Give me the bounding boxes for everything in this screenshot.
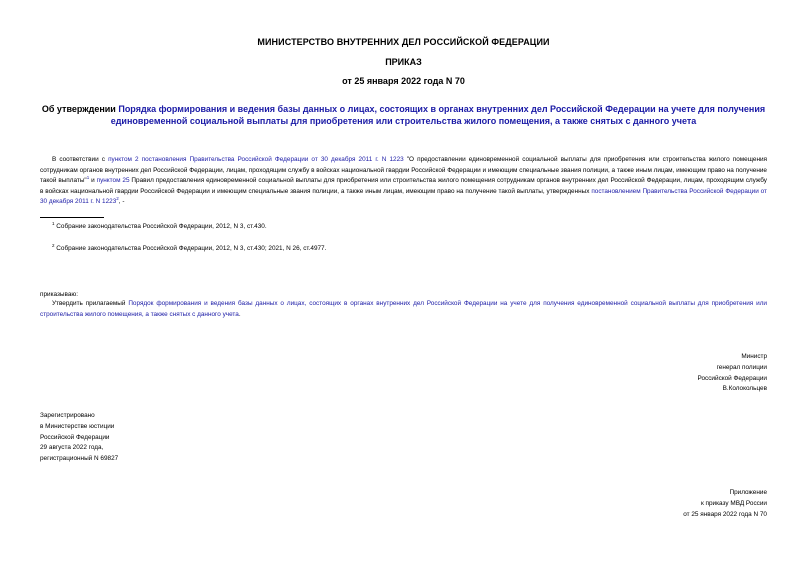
footnote-2 <box>52 242 327 252</box>
preamble-text-1: В соответствии с <box>52 156 109 163</box>
footnote-2-number: 2 <box>52 242 55 248</box>
footnote-divider <box>40 217 104 218</box>
order-paragraph <box>40 299 767 320</box>
appendix-block <box>683 488 767 520</box>
signature-block <box>698 352 768 395</box>
registration-date: 29 августа 2022 года, <box>40 444 104 452</box>
registration-line-3: Российской Федерации <box>40 433 110 441</box>
registration-line-1: Зарегистрировано <box>40 412 95 419</box>
signature-rank: генерал полиции <box>716 363 767 371</box>
preamble-text-5: , - <box>118 198 125 205</box>
preamble-paragraph <box>40 155 767 208</box>
preamble-link-resolution[interactable]: постановлением Правительства Российской Федерации от 30 декабря 2011 г. N 1223 <box>40 187 767 205</box>
footnote-2-text: Собрание законодательства Российской Федерации, 2012, N 3, ст.430; 2021, N 26, ст.4977. <box>56 245 327 252</box>
document-type-heading: ПРИКАЗ <box>385 57 422 67</box>
footnote-ref-1[interactable]: 1 <box>86 174 90 180</box>
footnote-ref-2[interactable]: 2 <box>116 195 119 201</box>
appendix-order-ref: к приказу МВД России <box>700 499 767 507</box>
title-link[interactable]: Порядка формирования и ведения базы данных о лицах, состоящих в органах внутренних дел Российской Федерации на учете для получения единовременной социальной выплаты для приобретения или строительства жилого помещения, а также снятых с данного учета <box>110 104 766 126</box>
footnote-1-number: 1 <box>52 220 55 226</box>
order-text-2: . <box>238 310 241 318</box>
registration-number: регистрационный N 69827 <box>40 455 119 463</box>
signature-name: В.Колокольцев <box>722 385 767 393</box>
signature-position: Министр <box>741 353 767 360</box>
appendix-title: Приложение <box>729 489 767 496</box>
registration-line-2: в Министерстве юстиции <box>40 422 115 430</box>
appendix-date: от 25 января 2022 года N 70 <box>683 510 767 518</box>
footnote-1 <box>52 220 267 230</box>
order-link[interactable]: Порядок формирования и ведения базы данных о лицах, состоящих в органах внутренних дел Российской Федерации на учете для получения единовременной социальной выплаты для приобретения или строительства жилого помещения, а также снятых с данного учета <box>40 300 767 318</box>
order-text-1: Утвердить прилагаемый <box>52 300 129 307</box>
preamble-link-point25[interactable]: пунктом 25 <box>96 177 130 184</box>
footnote-1-text: Собрание законодательства Российской Федерации, 2012, N 3, ст.430. <box>56 223 267 230</box>
preamble-text-2: "О предоставлении единовременной социальной выплаты для приобретения или строительства жилого помещения сотрудникам органов внутренних дел Российской Федерации, лицам, проходящим службу в войсках национальной гвардии Российской Федерации и имеющим специальные звания полиции, а также иным лицам, имеющим право на получение такой выплаты" <box>40 156 768 184</box>
ministry-heading: МИНИСТЕРСТВО ВНУТРЕННИХ ДЕЛ РОССИЙСКОЙ ФЕДЕРАЦИИ <box>257 37 550 47</box>
signature-country: Российской Федерации <box>697 374 767 382</box>
title-prefix: Об утверждении <box>41 104 119 114</box>
registration-block <box>40 411 118 465</box>
document-title <box>40 104 767 127</box>
document-date-number: от 25 января 2022 года N 70 <box>342 76 465 86</box>
preamble-text-4: Правил предоставления единовременной социальной выплаты для приобретения или строительства жилого помещения сотрудникам органов внутренних дел Российской Федерации, лицам, проходящим службу в войсках национальной гвардии Российской Федерации и имеющим специальные звания полиции, а также иным лицам, имеющим право на получение такой выплаты, утвержденных <box>40 177 767 195</box>
preamble-text-3: и <box>89 177 97 184</box>
order-word: приказываю: <box>40 291 78 298</box>
preamble-link-decree[interactable]: пунктом 2 постановления Правительства Российской Федерации от 30 декабря 2011 г. N 1223 <box>108 156 404 163</box>
